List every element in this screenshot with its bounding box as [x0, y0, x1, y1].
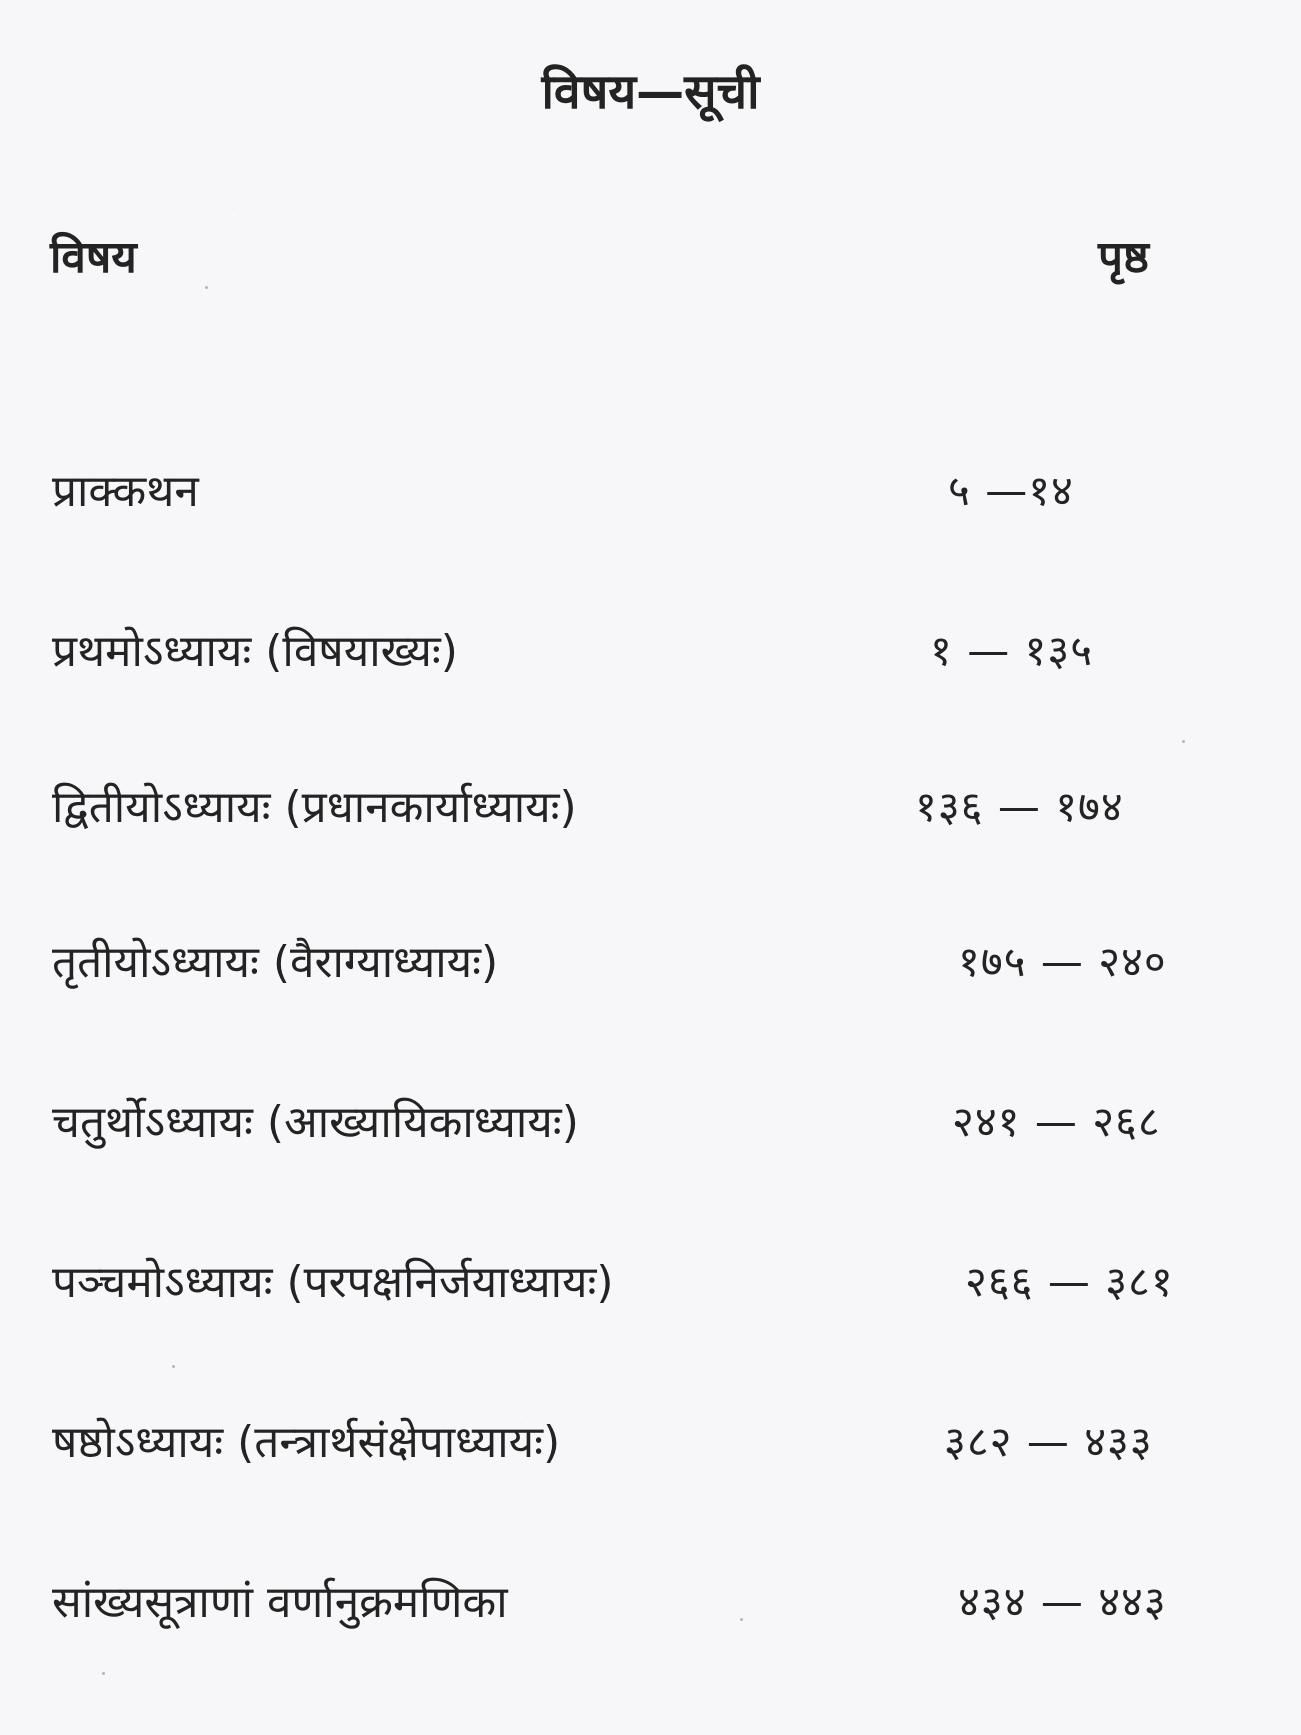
- page-column-header: पृष्ठ: [1098, 232, 1149, 283]
- toc-subject: तृतीयोऽध्यायः (वैराग्याध्यायः): [52, 937, 499, 988]
- toc-pages: ४३४ — ४४३: [958, 1577, 1167, 1626]
- toc-row: [0, 1418, 1301, 1488]
- toc-subject: सांख्यसूत्राणां वर्णानुक्रमणिका: [52, 1577, 508, 1628]
- toc-row: [0, 1258, 1301, 1328]
- toc-row: [0, 1578, 1301, 1648]
- toc-subject: प्रथमोऽध्यायः (विषयाख्यः): [52, 626, 458, 677]
- toc-subject: षष्ठोऽध्यायः (तन्त्रार्थसंक्षेपाध्यायः): [52, 1417, 561, 1468]
- toc-row: [0, 627, 1301, 697]
- page-title: विषय—सूची: [541, 64, 760, 120]
- toc-pages: २६६ — ३८१: [965, 1257, 1174, 1306]
- toc-pages: १७५ — २४०: [958, 937, 1167, 986]
- toc-subject: चतुर्थोऽध्यायः (आख्यायिकाध्यायः): [52, 1097, 579, 1148]
- toc-pages: २४१ — २६८: [952, 1097, 1161, 1146]
- paper-speck: [1182, 740, 1185, 743]
- paper-speck: [205, 286, 208, 289]
- toc-row: [0, 1098, 1301, 1168]
- toc-pages: १३६ — १७४: [915, 782, 1124, 831]
- paper-speck: [172, 1365, 175, 1368]
- toc-row: [0, 938, 1301, 1008]
- paper-speck: [740, 1618, 743, 1621]
- toc-subject: पञ्चमोऽध्यायः (परपक्षनिर्जयाध्यायः): [52, 1257, 614, 1308]
- toc-pages: ३८२ — ४३३: [944, 1417, 1153, 1466]
- toc-pages: ५ —१४: [948, 466, 1074, 515]
- toc-subject: द्वितीयोऽध्यायः (प्रधानकार्याध्यायः): [52, 782, 577, 833]
- subject-column-header: विषय: [50, 232, 137, 283]
- toc-row: [0, 467, 1301, 537]
- toc-row: [0, 783, 1301, 853]
- paper-speck: [102, 1672, 105, 1675]
- toc-pages: १ — १३५: [930, 626, 1094, 675]
- toc-subject: प्राक्कथन: [52, 466, 199, 517]
